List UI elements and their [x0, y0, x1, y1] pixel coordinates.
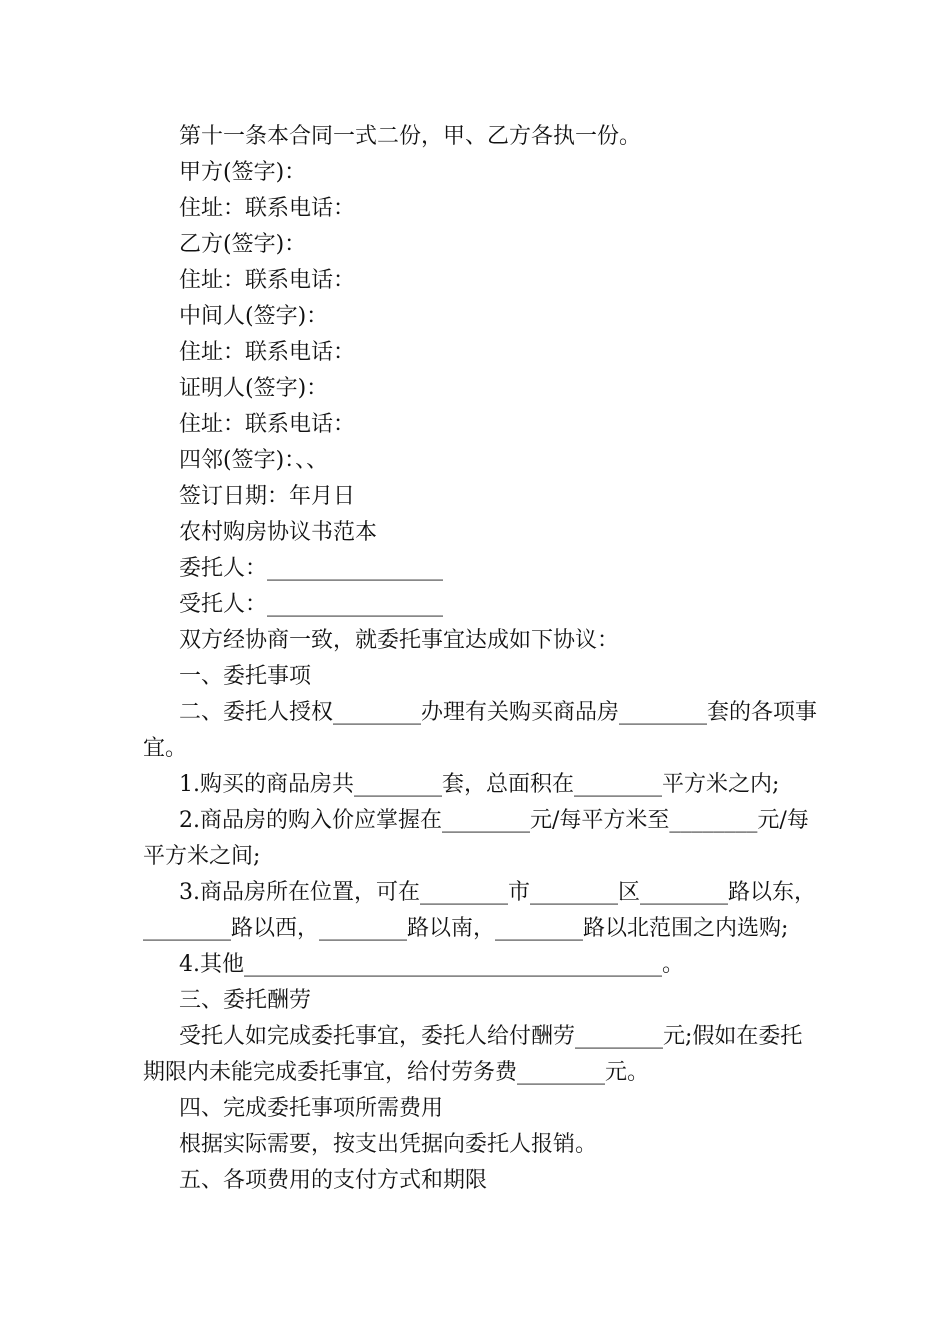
party-b-address-phone: 住址：联系电话：: [179, 268, 356, 293]
remuneration-terms: 受托人如完成委托事宜，委托人给付酬劳________元;假如在委托期限内未能完成委托事宜，给付劳务费________元。: [143, 1024, 803, 1085]
item-two-price-range: 2.商品房的购入价应掌握在________元/每平方米至________元/每平方米之间;: [143, 808, 809, 869]
intermediary-address-phone: 住址：联系电话：: [179, 340, 356, 365]
party-b-signature: 乙方(签字)：: [179, 232, 307, 257]
item-one-quantity-area: 1.购买的商品房共________套，总面积在________平方米之内;: [179, 772, 780, 797]
principal-line: 委托人：________________: [179, 556, 444, 581]
intermediary-signature: 中间人(签字)：: [179, 304, 329, 329]
clause-eleven-copies: 第十一条本合同一式二份，甲、乙方各执一份。: [179, 124, 642, 149]
party-a-signature: 甲方(签字)：: [179, 160, 307, 185]
expense-reimbursement: 根据实际需要，按支出凭据向委托人报销。: [179, 1132, 598, 1157]
item-four-other: 4.其他______________________________________。: [179, 952, 684, 977]
agent-line: 受托人：________________: [179, 592, 444, 617]
section-three-heading: 三、委托酬劳: [179, 988, 312, 1013]
witness-address-phone: 住址：联系电话：: [179, 412, 356, 437]
section-four-heading: 四、完成委托事项所需费用: [179, 1096, 444, 1121]
section-five-heading: 五、各项费用的支付方式和期限: [179, 1168, 488, 1193]
signing-date: 签订日期：年月日: [179, 484, 356, 509]
neighbors-signature: 四邻(签字)：、、: [179, 448, 329, 473]
witness-signature: 证明人(签字)：: [179, 376, 329, 401]
agreement-template-title: 农村购房协议书范本: [179, 520, 378, 545]
document-body: [143, 119, 823, 1199]
agreement-intro: 双方经协商一致，就委托事宜达成如下协议：: [179, 628, 620, 653]
section-one-heading: 一、委托事项: [179, 664, 312, 689]
item-three-location: 3.商品房所在位置，可在________市________区________路以东，________路以西，________路以南，________路以北范围之内选购;: [143, 880, 816, 941]
party-a-address-phone: 住址：联系电话：: [179, 196, 356, 221]
section-two-authorization: 二、委托人授权________办理有关购买商品房________套的各项事宜。: [143, 700, 818, 761]
